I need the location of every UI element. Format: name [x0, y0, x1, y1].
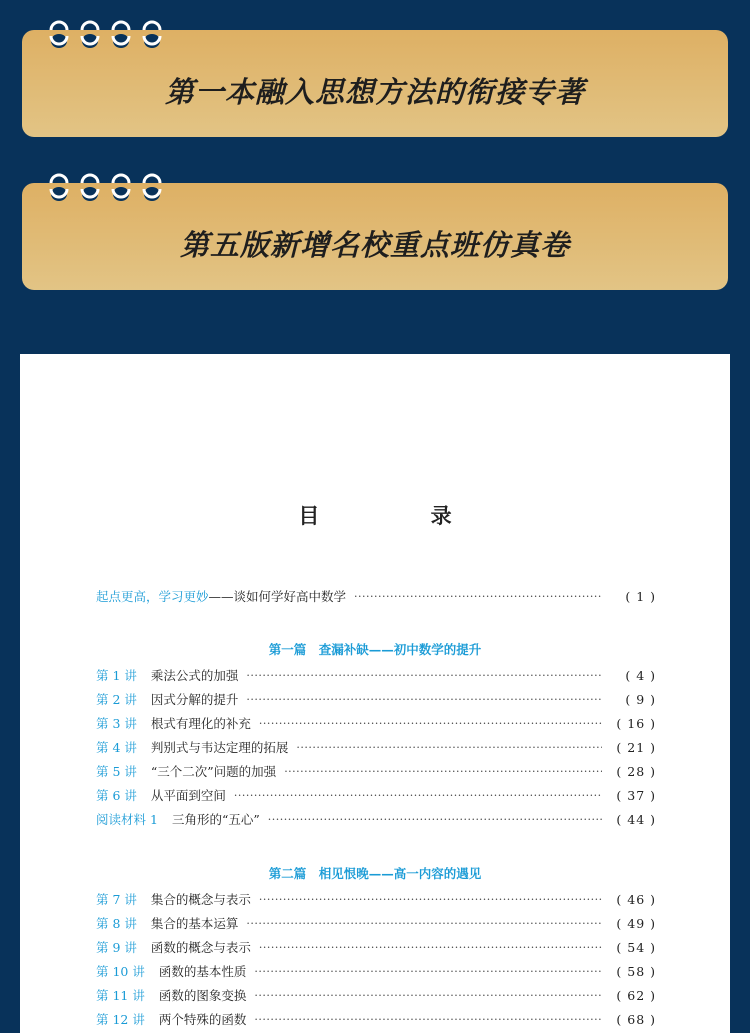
leader-dots	[246, 669, 602, 682]
toc-page	[20, 354, 730, 1033]
leader-dots	[254, 989, 602, 1002]
toc-row[interactable]	[96, 961, 656, 981]
toc-intro-row[interactable]	[96, 586, 656, 606]
toc-lecture-title: “三个二次”问题的加强	[150, 764, 277, 779]
toc-lecture-number: 第 7 讲	[96, 892, 137, 907]
toc-title: 目 录	[298, 503, 504, 528]
leader-dots	[234, 789, 602, 802]
toc-row[interactable]	[96, 665, 656, 685]
binder-ring-icon	[110, 165, 132, 205]
toc-lecture-title: 因式分解的提升	[150, 692, 239, 707]
binder-ring-icon	[79, 12, 101, 52]
leader-dots	[246, 693, 602, 706]
toc-row[interactable]	[96, 689, 656, 709]
toc-page-number: ( 68 )	[616, 1011, 656, 1027]
toc-page-number: ( 21 )	[616, 739, 656, 755]
toc-page-number: ( 44 )	[616, 811, 656, 827]
toc-lecture-number: 第 3 讲	[96, 716, 137, 731]
toc-page-number: ( 46 )	[616, 891, 656, 907]
toc-lecture-title: 两个特殊的函数	[158, 1012, 247, 1027]
toc-lecture-title: 三角形的“五心”	[171, 812, 260, 827]
toc-lecture-title: 函数的图象变换	[158, 988, 247, 1003]
toc-page-number: ( 4 )	[625, 667, 656, 683]
toc-lecture-title: 从平面到空间	[150, 788, 226, 803]
toc-page-number: ( 49 )	[616, 915, 656, 931]
toc-lecture-number: 第 10 讲	[96, 964, 145, 979]
toc-page-number: ( 9 )	[625, 691, 656, 707]
toc-lecture-number: 第 2 讲	[96, 692, 137, 707]
toc-intro-rest: ——谈如何学好高中数学	[208, 589, 347, 604]
toc-lecture-title: 根式有理化的补充	[150, 716, 251, 731]
toc-lecture-number: 第 9 讲	[96, 940, 137, 955]
binder-ring-icon	[141, 12, 163, 52]
toc-lecture-number: 第 6 讲	[96, 788, 137, 803]
toc-row[interactable]	[96, 761, 656, 781]
leader-dots	[254, 1013, 602, 1026]
toc-lecture-number: 第 12 讲	[96, 1012, 145, 1027]
binder-ring-icon	[48, 165, 70, 205]
leader-dots	[259, 893, 602, 906]
toc-row[interactable]	[96, 809, 656, 829]
toc-row[interactable]	[96, 737, 656, 757]
toc-row[interactable]	[96, 1009, 656, 1029]
toc-row[interactable]	[96, 889, 656, 909]
toc-page-number: ( 62 )	[616, 987, 656, 1003]
toc-lecture-number: 第 4 讲	[96, 740, 137, 755]
toc-page-number: ( 37 )	[616, 787, 656, 803]
banner-1-text: 第一本融入思想方法的衔接专著	[164, 75, 585, 109]
part-heading-1: 第一篇 查漏补缺——初中数学的提升	[268, 642, 482, 657]
banner-2-text: 第五版新增名校重点班仿真卷	[179, 228, 570, 262]
leader-dots	[296, 741, 602, 754]
toc-page-number: ( 54 )	[616, 939, 656, 955]
toc-lecture-title: 乘法公式的加强	[150, 668, 239, 683]
toc-lecture-number: 第 1 讲	[96, 668, 137, 683]
binder-ring-icon	[110, 12, 132, 52]
binder-ring-icon	[141, 165, 163, 205]
toc-page-number: ( 1 )	[625, 588, 656, 604]
toc-reading-number: 阅读材料 1	[96, 812, 158, 827]
toc-row[interactable]	[96, 985, 656, 1005]
toc-lecture-number: 第 5 讲	[96, 764, 137, 779]
binder-ring-icon	[48, 12, 70, 52]
toc-lecture-number: 第 11 讲	[96, 988, 145, 1003]
binder-rings-2	[48, 165, 178, 209]
toc-row[interactable]	[96, 937, 656, 957]
leader-dots	[354, 590, 602, 603]
toc-page-number: ( 28 )	[616, 763, 656, 779]
toc-lecture-title: 集合的概念与表示	[150, 892, 251, 907]
toc-intro-lead: 起点更高，学习更妙	[96, 589, 209, 604]
toc-lecture-title: 函数的概念与表示	[150, 940, 251, 955]
binder-rings-1	[48, 12, 178, 56]
leader-dots	[246, 917, 602, 930]
toc-page-number: ( 58 )	[616, 963, 656, 979]
toc-row[interactable]	[96, 713, 656, 733]
toc-lecture-title: 集合的基本运算	[150, 916, 239, 931]
leader-dots	[268, 813, 602, 826]
part-heading-2: 第二篇 相见恨晚——高一内容的遇见	[268, 866, 482, 881]
leader-dots	[284, 765, 602, 778]
leader-dots	[254, 965, 602, 978]
toc-row[interactable]	[96, 785, 656, 805]
toc-lecture-title: 函数的基本性质	[158, 964, 247, 979]
toc-row[interactable]	[96, 913, 656, 933]
binder-ring-icon	[79, 165, 101, 205]
toc-page-number: ( 16 )	[616, 715, 656, 731]
toc-lecture-title: 判别式与韦达定理的拓展	[150, 740, 289, 755]
leader-dots	[259, 941, 602, 954]
toc-lecture-number: 第 8 讲	[96, 916, 137, 931]
leader-dots	[259, 717, 602, 730]
